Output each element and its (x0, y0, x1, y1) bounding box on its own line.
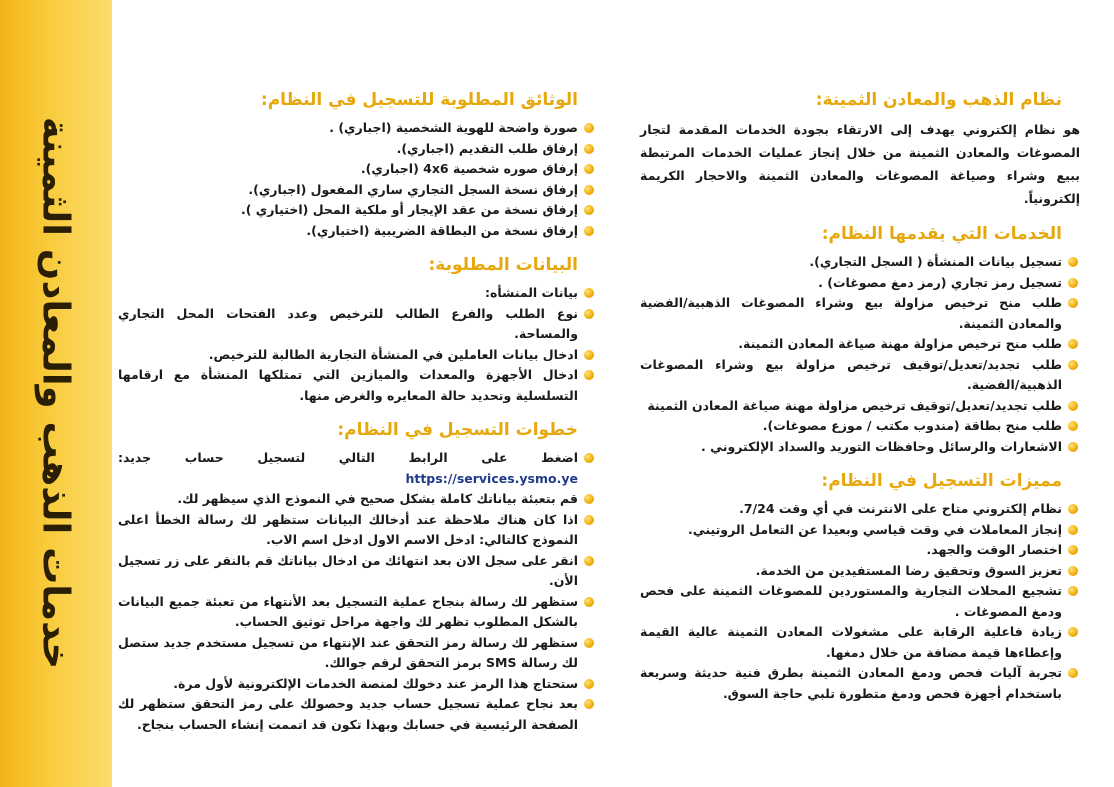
list-item: تجربة آليات فحص ودمغ المعادن الثمينة بطرق فنية حديثة وسريعة باستخدام أجهزة فحص ودمغ متطورة تلبي حاجة السوق. (640, 663, 1080, 704)
required-data-heading: البيانات المطلوبة: (428, 255, 578, 275)
list-item: تسجيل رمز تجاري (رمز دمغ مصوغات) . (640, 273, 1080, 294)
services-section (640, 224, 1080, 457)
bullet-icon (1068, 257, 1078, 267)
required-data-section (118, 255, 596, 406)
list-item: إرفاق صوره شخصية 4x6 (اجباري). (118, 159, 596, 180)
list-item (118, 448, 596, 489)
bullet-icon (1068, 401, 1078, 411)
features-list (640, 499, 1080, 704)
bullet-icon (584, 350, 594, 360)
documents-list (118, 118, 596, 241)
bullet-icon (584, 309, 594, 319)
right-column (640, 90, 1080, 718)
list-item: ادخال بيانات العاملين في المنشأة التجارية الطالبة للترخيص. (118, 345, 596, 366)
bullet-icon (584, 453, 594, 463)
bullet-icon (1068, 339, 1078, 349)
list-item: طلب منح ترخيص مزاولة مهنة صياغة المعادن الثمينة. (640, 334, 1080, 355)
bullet-icon (584, 699, 594, 709)
bullet-icon (584, 123, 594, 133)
bullet-icon (584, 370, 594, 380)
list-item: تشجيع المحلات التجارية والمستوردين للمصوغات الثمينة على فحص ودمغ المصوغات . (640, 581, 1080, 622)
bullet-icon (1068, 278, 1078, 288)
side-band (0, 0, 112, 787)
list-item: صورة واضحة للهوية الشخصية (اجباري) . (118, 118, 596, 139)
list-item: بعد نجاح عملية تسجيل حساب جديد وحصولك على رمز التحقق ستظهر لك الصفحة الرئيسية في حسابك وبهذا تكون قد اتممت إنشاء الحساب بنجاح. (118, 694, 596, 735)
bullet-icon (1068, 298, 1078, 308)
services-list (640, 252, 1080, 457)
bullet-icon (1068, 360, 1078, 370)
features-section (640, 471, 1080, 704)
bullet-icon (584, 556, 594, 566)
list-item: تسجيل بيانات المنشأة ( السجل التجاري). (640, 252, 1080, 273)
step-text: اضغط على الرابط التالي لتسجيل حساب جديد: (118, 450, 578, 465)
list-item: إرفاق طلب التقديم (اجباري). (118, 139, 596, 160)
list-item: اختصار الوقت والجهد. (640, 540, 1080, 561)
list-item: اذا كان هناك ملاحظة عند أدخالك البيانات ستظهر لك رسالة الخطأ اعلى النموذج كالتالي: ادخل الاسم الاول ادخل اسم الاب. (118, 510, 596, 551)
list-item: طلب منح ترخيص مزاولة بيع وشراء المصوغات الذهبية/الفضية والمعادن الثمينة. (640, 293, 1080, 334)
bullet-icon (584, 144, 594, 154)
about-section (640, 90, 1080, 210)
bullet-icon (584, 288, 594, 298)
list-item: إرفاق نسخة من عقد الإيجار أو ملكية المحل (اختياري ). (118, 200, 596, 221)
list-item: ستحتاج هذا الرمز عند دخولك لمنصة الخدمات الإلكترونية لأول مرة. (118, 674, 596, 695)
features-heading: مميزات التسجيل في النظام: (821, 471, 1062, 491)
bullet-icon (1068, 442, 1078, 452)
list-item: ستظهر لك رسالة بنجاح عملية التسجيل بعد الأنتهاء من تعبئة جميع البيانات بالشكل المطلوب تظهر لك واجهة مراحل توثيق الحساب. (118, 592, 596, 633)
bullet-icon (1068, 566, 1078, 576)
bullet-icon (584, 679, 594, 689)
services-heading: الخدمات التي يقدمها النظام: (821, 224, 1062, 244)
side-title: خدمات الذهب والمعادن الثمينة (34, 116, 78, 670)
bullet-icon (1068, 421, 1078, 431)
bullet-icon (1068, 668, 1078, 678)
list-item: نظام إلكتروني متاح على الانترنت في أي وقت 7/24. (640, 499, 1080, 520)
bullet-icon (1068, 586, 1078, 596)
steps-list (118, 448, 596, 735)
bullet-icon (1068, 545, 1078, 555)
bullet-icon (1068, 627, 1078, 637)
list-item: إنجاز المعاملات في وقت قياسي وبعيدا عن التعامل الروتيني. (640, 520, 1080, 541)
required-data-list (118, 283, 596, 406)
bullet-icon (1068, 525, 1078, 535)
list-item: طلب تجديد/تعديل/توقيف ترخيص مزاولة مهنة صياغة المعادن الثمينة (640, 396, 1080, 417)
list-item: بيانات المنشأه: (118, 283, 596, 304)
bullet-icon (584, 205, 594, 215)
list-item: إرفاق نسخة السجل التجاري ساري المفعول (اجباري). (118, 180, 596, 201)
about-text: هو نظام إلكتروني يهدف إلى الارتقاء بجودة الخدمات المقدمة لتجار المصوغات والمعادن الثمينة من خلال إنجاز عمليات الخدمات المرتبطة ببيع وشراء وصياغة المصوغات والمعادن الثمينة والاحجار الكريمة إلكترونياً. (640, 122, 1080, 206)
list-item: انقر على سجل الان بعد انتهائك من ادخال بياناتك قم بالنقر على زر تسجيل الأن. (118, 551, 596, 592)
left-column (118, 90, 596, 749)
bullet-icon (584, 515, 594, 525)
bullet-icon (584, 164, 594, 174)
list-item: الاشعارات والرسائل وحافظات التوريد والسداد الإلكتروني . (640, 437, 1080, 458)
steps-heading: خطوات التسجيل في النظام: (337, 420, 578, 440)
list-item: طلب منح بطاقة (مندوب مكتب / موزع مصوغات). (640, 416, 1080, 437)
bullet-icon (584, 226, 594, 236)
about-heading: نظام الذهب والمعادن الثمينة: (815, 90, 1062, 110)
documents-heading: الوثائق المطلوبة للتسجيل في النظام: (260, 90, 578, 110)
list-item: إرفاق نسخة من البطاقة الضريبية (اختياري). (118, 221, 596, 242)
bullet-icon (584, 494, 594, 504)
list-item: زيادة فاعلية الرقابة على مشغولات المعادن الثمينة عالية القيمة وإعطاءها قيمة مضافة من خلال دمغها. (640, 622, 1080, 663)
documents-section (118, 90, 596, 241)
steps-section (118, 420, 596, 735)
list-item: ادخال الأجهزة والمعدات والميازين التي تمتلكها المنشأة مع ارقامها التسلسلية وتحديد حالة المعايره والغرض منها. (118, 365, 596, 406)
list-item: ستظهر لك رسالة رمز التحقق عند الإنتهاء من تسجيل مستخدم جديد ستصل لك رسالة SMS برمز التحقق لرقم جوالك. (118, 633, 596, 674)
list-item: نوع الطلب والفرع الطالب للترخيص وعدد الفتحات المحل التجاري والمساحة. (118, 304, 596, 345)
bullet-icon (1068, 504, 1078, 514)
bullet-icon (584, 638, 594, 648)
registration-link[interactable]: https://services.ysmo.ye (405, 470, 578, 486)
bullet-icon (584, 597, 594, 607)
list-item: قم بتعبئة بياناتك كاملة بشكل صحيح في النموذج الذي سيظهر لك. (118, 489, 596, 510)
bullet-icon (584, 185, 594, 195)
list-item: طلب تجديد/تعديل/توقيف ترخيص مزاولة بيع وشراء المصوغات الذهبية/الفضية. (640, 355, 1080, 396)
list-item: تعزيز السوق وتحقيق رضا المستفيدين من الخدمة. (640, 561, 1080, 582)
